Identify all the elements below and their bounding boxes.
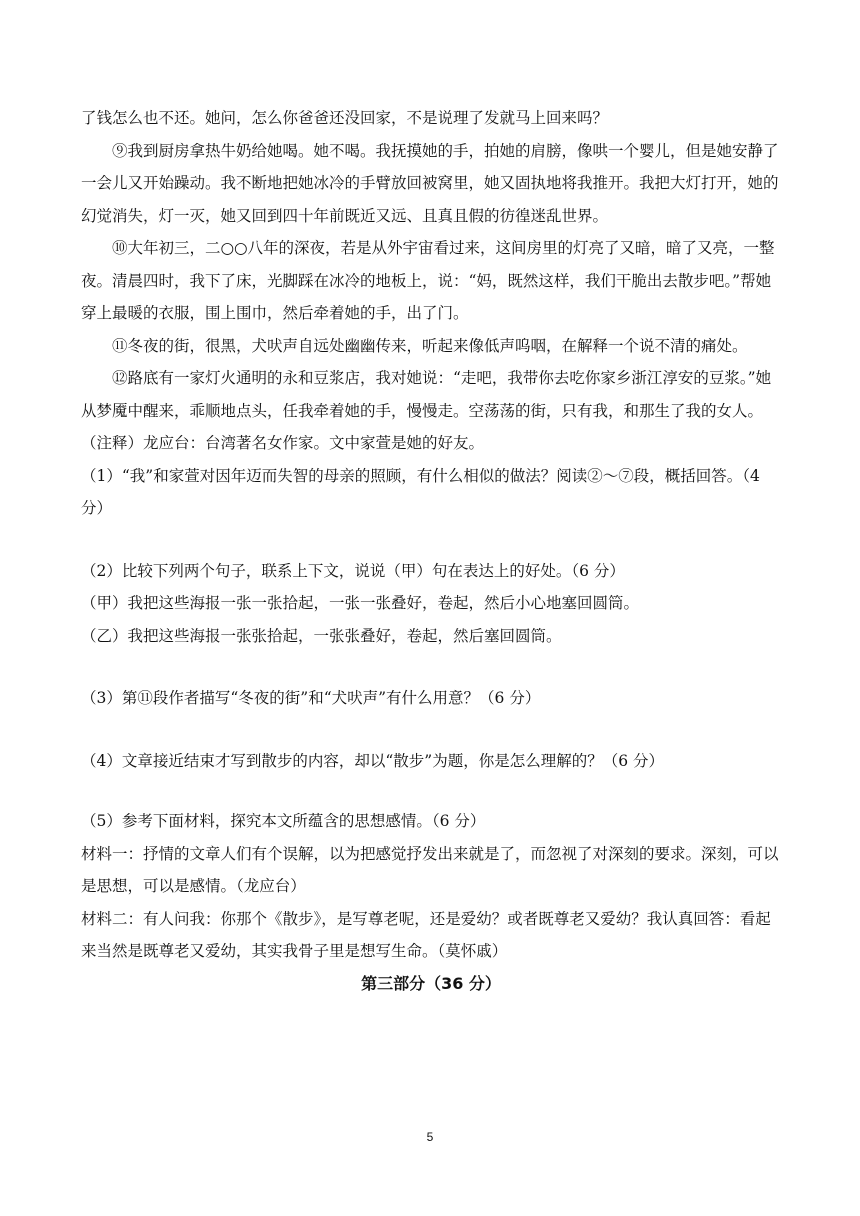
part-three-title: 第三部分（36 分） <box>361 973 501 993</box>
material-2: 材料二：有人问我：你那个《散步》，是写尊老呢，还是爱幼？或者既尊老又爱幼？我认真回答：看起来当然是既尊老又爱幼，其实我骨子里是想写生命。（莫怀戚） <box>81 909 771 960</box>
document-body <box>81 102 781 1000</box>
paragraph-8-continuation: 了钱怎么也不还。她问，怎么你爸爸还没回家，不是说理了发就马上回来吗？ <box>81 109 609 127</box>
page-number: 5 <box>426 1130 434 1144</box>
paragraph-11: ⑪冬夜的街，很黑，犬吠声自远处幽幽传来，听起来像低声呜咽，在解释一个说不清的痛处。 <box>112 336 748 355</box>
question-3: （3）第⑪段作者描写“冬夜的街”和“犬吠声”有什么用意？（6 分） <box>81 689 541 707</box>
paragraph-9: ⑨我到厨房拿热牛奶给她喝。她不喝。我抚摸她的手，拍她的肩膀，像哄一个婴儿，但是她安静了一会儿又开始躁动。我不断地把她冰冷的手臂放回被窝里，她又固执地将我推开。我把大灯打开，她的幻觉消失，灯一灭，她又回到四十年前既近又远、且真且假的彷徨迷乱世界。 <box>81 141 779 225</box>
question-5: （5）参考下面材料，探究本文所蕴含的思想感情。（6 分） <box>81 812 486 830</box>
question-2: （2）比较下列两个句子，联系上下文，说说（甲）句在表达上的好处。（6 分） <box>81 561 625 580</box>
question-2-sentence-b: （乙）我把这些海报一张张拾起，一张张叠好，卷起，然后塞回圆筒。 <box>81 626 562 645</box>
question-4: （4）文章接近结束才写到散步的内容，却以“散步”为题，你是怎么理解的？（6 分） <box>81 751 665 770</box>
paragraph-10: ⑩大年初三，二○○八年的深夜，若是从外宇宙看过来，这间房里的灯亮了又暗，暗了又亮，一整夜。清晨四时，我下了床，光脚踩在冰冷的地板上，说：“妈，既然这样，我们干脆出去散步吧。”帮她穿上最暖的衣服，围上围巾，然后牵着她的手，出了门。 <box>81 239 775 322</box>
question-1: （1）“我”和家萱对因年迈而失智的母亲的照顾，有什么相似的做法？阅读②～⑦段，概括回答。（4 分） <box>81 466 760 517</box>
paragraph-12: ⑫路底有一家灯火通明的永和豆浆店，我对她说：“走吧，我带你去吃你家乡浙江淳安的豆浆。”她从梦魇中醒来，乖顺地点头，任我牵着她的手，慢慢走。空荡荡的街，只有我，和那生了我的女人。 <box>81 369 772 420</box>
material-1: 材料一：抒情的文章人们有个误解，以为把感觉抒发出来就是了，而忽视了对深刻的要求。深刻，可以是思想，可以是感情。（龙应台） <box>81 844 779 895</box>
question-2-sentence-a: （甲）我把这些海报一张一张拾起，一张一张叠好，卷起，然后小心地塞回圆筒。 <box>81 594 640 612</box>
annotation-note: （注释）龙应台：台湾著名女作家。文中家萱是她的好友。 <box>81 434 485 452</box>
